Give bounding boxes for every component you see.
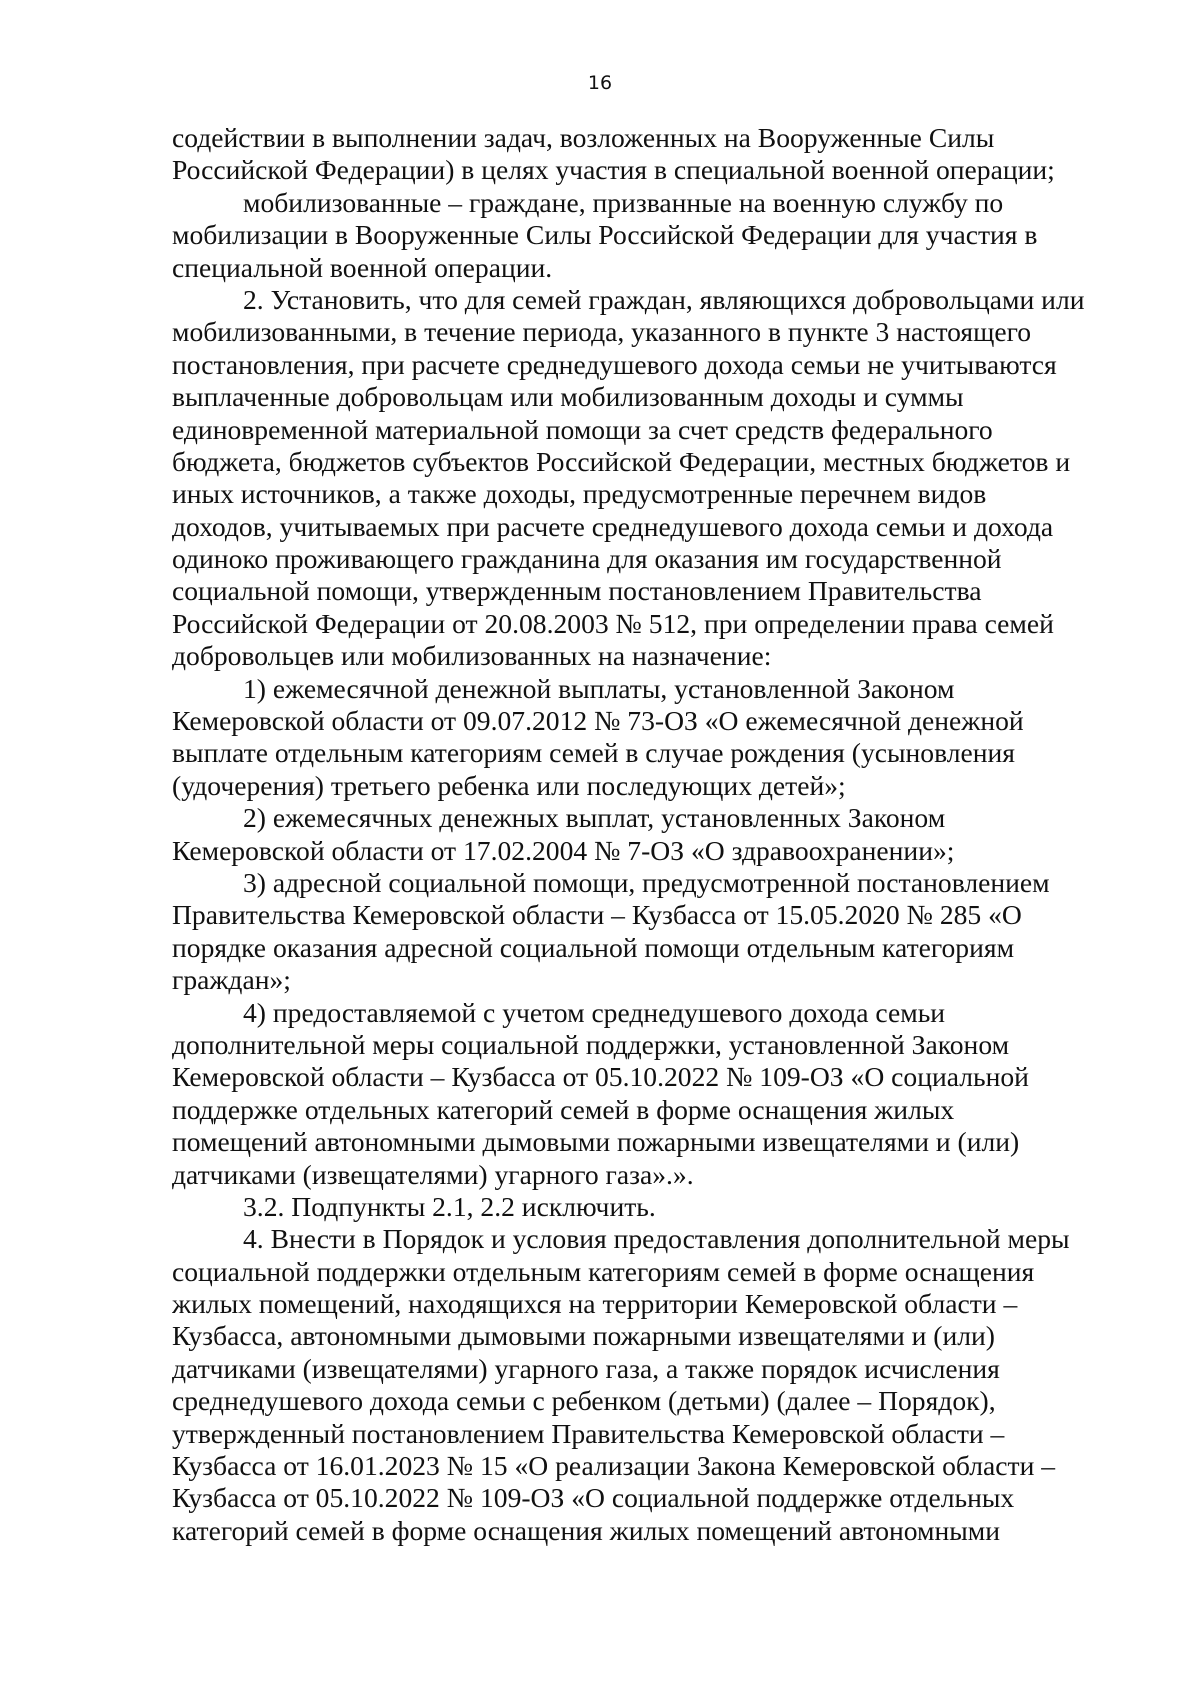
text-line: Кемеровской области от 17.02.2004 № 7-ОЗ «О здравоохранении»; [172, 834, 955, 866]
text-line: одиноко проживающего гражданина для оказания им государственной [172, 543, 1002, 575]
text-line: среднедушевого дохода семьи с ребенком (детьми) (далее – Порядок), [172, 1385, 996, 1417]
text-line: утвержденный постановлением Правительства Кемеровской области – [172, 1417, 1005, 1449]
text-line: 1) ежемесячной денежной выплаты, установленной Законом [243, 672, 955, 704]
text-line: помещений автономными дымовыми пожарными извещателями и (или) [172, 1126, 1020, 1158]
page-number: 16 [587, 72, 613, 94]
text-line: социальной помощи, утвержденным постановлением Правительства [172, 575, 982, 607]
text-line: доходов, учитываемых при расчете среднедушевого дохода семьи и дохода [172, 510, 1054, 542]
text-line: мобилизованные – граждане, призванные на военную службу по [243, 186, 1004, 218]
text-line: датчиками (извещателями) угарного газа».». [172, 1158, 694, 1190]
text-line: выплаченные добровольцам или мобилизованным доходы и суммы [172, 381, 964, 413]
text-line: Кемеровской области от 09.07.2012 № 73-ОЗ «О ежемесячной денежной [172, 705, 1024, 737]
text-line: специальной военной операции. [172, 251, 553, 283]
document-body [172, 122, 1117, 1547]
text-line: бюджета, бюджетов субъектов Российской Федерации, местных бюджетов и [172, 445, 1071, 477]
text-line: добровольцев или мобилизованных на назначение: [172, 640, 772, 672]
text-line: социальной поддержки отдельным категориям семей в форме оснащения [172, 1255, 1035, 1287]
text-line: жилых помещений, находящихся на территории Кемеровской области – [172, 1288, 1018, 1320]
text-line: 2. Установить, что для семей граждан, являющихся добровольцами или [243, 283, 1085, 315]
text-line: Российской Федерации от 20.08.2003 № 512, при определении права семей [172, 607, 1054, 639]
text-line: категорий семей в форме оснащения жилых помещений автономными [172, 1514, 1001, 1546]
text-line: постановления, при расчете среднедушевого дохода семьи не учитываются [172, 348, 1057, 380]
text-line: датчиками (извещателями) угарного газа, а также порядок исчисления [172, 1352, 1000, 1384]
text-line: (удочерения) третьего ребенка или последующих детей»; [172, 769, 846, 801]
text-line: 4. Внести в Порядок и условия предоставления дополнительной меры [243, 1223, 1070, 1255]
text-line: Кузбасса от 16.01.2023 № 15 «О реализации Закона Кемеровской области – [172, 1450, 1056, 1482]
text-line: поддержке отдельных категорий семей в форме оснащения жилых [172, 1093, 955, 1125]
text-line: Правительства Кемеровской области – Кузбасса от 15.05.2020 № 285 «О [172, 899, 1022, 931]
text-line: мобилизованными, в течение периода, указанного в пункте 3 настоящего [172, 316, 1032, 348]
text-line: Российской Федерации) в целях участия в специальной военной операции; [172, 154, 1055, 186]
text-line: порядке оказания адресной социальной помощи отдельным категориям [172, 931, 1015, 963]
text-line: Кузбасса, автономными дымовыми пожарными извещателями и (или) [172, 1320, 995, 1352]
text-line: мобилизации в Вооруженные Силы Российской Федерации для участия в [172, 219, 1038, 251]
text-line: единовременной материальной помощи за счет средств федерального [172, 413, 993, 445]
text-line: Кемеровской области – Кузбасса от 05.10.2022 № 109-ОЗ «О социальной [172, 1061, 1029, 1093]
text-line: граждан»; [172, 964, 291, 996]
text-line: 3.2. Подпункты 2.1, 2.2 исключить. [243, 1190, 656, 1222]
text-line: Кузбасса от 05.10.2022 № 109-ОЗ «О социальной поддержке отдельных [172, 1482, 1015, 1514]
text-line: 4) предоставляемой с учетом среднедушевого дохода семьи [243, 996, 946, 1028]
text-line: содействии в выполнении задач, возложенных на Вооруженные Силы [172, 122, 995, 153]
text-line: 2) ежемесячных денежных выплат, установленных Законом [243, 802, 946, 834]
text-line: дополнительной меры социальной поддержки, установленной Законом [172, 1028, 1010, 1060]
text-line: 3) адресной социальной помощи, предусмотренной постановлением [243, 866, 1050, 898]
text-line: выплате отдельным категориям семей в случае рождения (усыновления [172, 737, 1015, 769]
text-line: иных источников, а также доходы, предусмотренные перечнем видов [172, 478, 987, 510]
